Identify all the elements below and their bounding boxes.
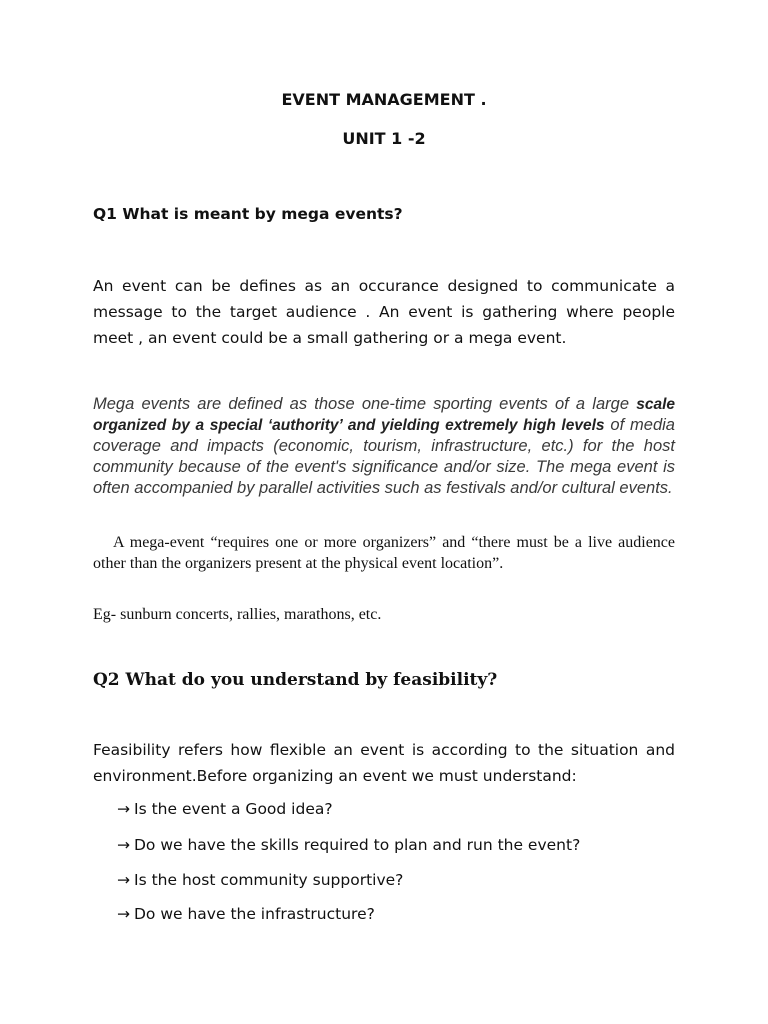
q1-quote-part1: Mega events are defined as those one-time sporting events of a large bbox=[93, 395, 637, 413]
q1-definition: A mega-event “requires one or more organizers” and “there must be a live audience other than the organizers present at the physical event location”. bbox=[93, 534, 675, 572]
q2-bullet-text: Is the host community supportive? bbox=[134, 871, 404, 889]
arrow-icon: → bbox=[117, 836, 130, 854]
q2-paragraph: Feasibility refers how flexible an event is according to the situation and environment.Before organizing an event we must understand: bbox=[93, 741, 675, 785]
q1-quote-emphasis: scale organized by a special ‘authority’ and yielding extremely high levels bbox=[93, 396, 675, 434]
q1-example: Eg- sunburn concerts, rallies, marathons, etc. bbox=[93, 606, 382, 623]
q2-bullet-text: Do we have the skills required to plan and run the event? bbox=[134, 836, 581, 854]
q1-quote-part2: of media coverage and impacts (economic, tourism, infrastructure, etc.) for the host community because of the event's significance and/or size. The mega event is often accompanied by parallel activities such as festivals and/or cultural events. bbox=[93, 416, 675, 497]
q2-bullet-text: Do we have the infrastructure? bbox=[134, 905, 375, 923]
document-title: EVENT MANAGEMENT . bbox=[281, 90, 487, 109]
q2-bullet-item bbox=[117, 800, 333, 818]
arrow-icon: → bbox=[117, 800, 130, 818]
document-subtitle: UNIT 1 -2 bbox=[342, 129, 426, 148]
q1-heading: Q1 What is meant by mega events? bbox=[93, 205, 403, 223]
q2-bullet-text: Is the event a Good idea? bbox=[134, 800, 333, 818]
q2-bullet-item bbox=[117, 905, 375, 923]
arrow-icon: → bbox=[117, 871, 130, 889]
q2-bullet-item bbox=[117, 836, 580, 854]
q2-bullet-item bbox=[117, 871, 403, 889]
q1-paragraph: An event can be defines as an occurance designed to communicate a message to the target audience . An event is gathering where people meet , an event could be a small gathering or a mega event. bbox=[93, 277, 675, 347]
q1-quote bbox=[93, 394, 675, 499]
arrow-icon: → bbox=[117, 905, 130, 923]
q2-heading: Q2 What do you understand by feasibility? bbox=[93, 670, 498, 690]
